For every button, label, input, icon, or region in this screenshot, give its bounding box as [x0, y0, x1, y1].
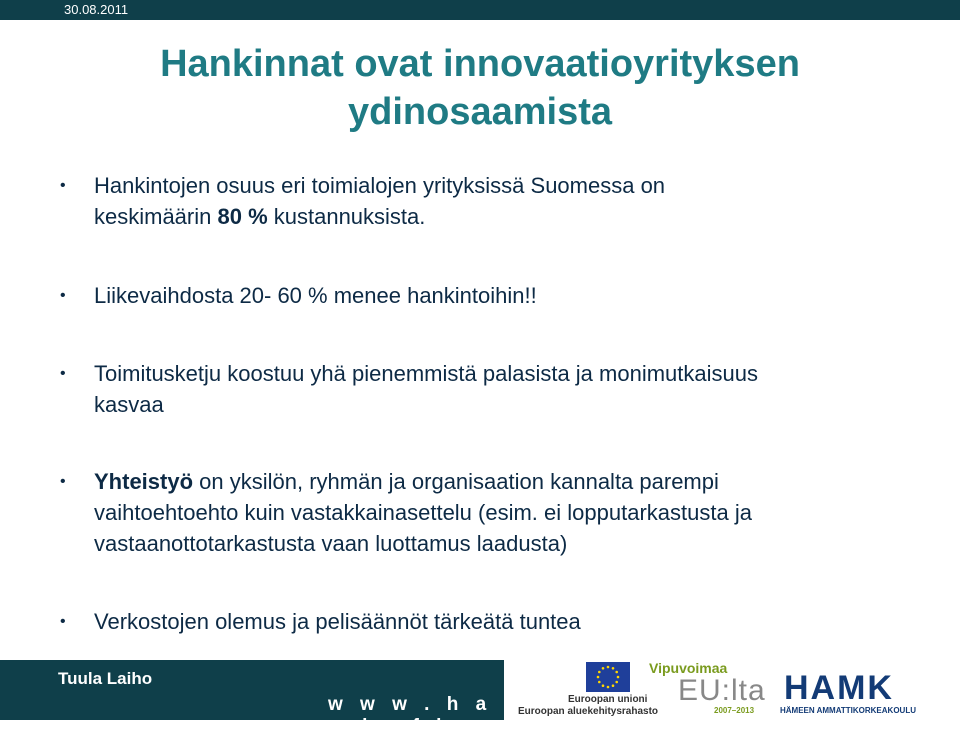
bullet-text [94, 170, 914, 232]
bullet-line: Hankintojen osuus eri toimialojen yrityksissä Suomessa on [94, 173, 666, 198]
bullet-text [94, 466, 914, 559]
bullet-line [94, 201, 914, 232]
bullet-text [94, 358, 914, 420]
slide-date: 30.08.2011 [64, 2, 129, 17]
text-run: kustannuksista. [267, 204, 426, 229]
website-link[interactable]: w w w . h a m k . f i [328, 694, 493, 737]
program-years: 2007–2013 [714, 706, 755, 715]
eu-fund-label: Euroopan aluekehitysrahasto [518, 706, 659, 717]
slide-title [80, 40, 880, 136]
bullet-dot: • [60, 613, 66, 630]
bullet-dot: • [60, 287, 66, 304]
hamk-subtitle: HÄMEEN AMMATTIKORKEAKOULU [780, 706, 916, 715]
bullet-line [94, 466, 914, 497]
top-bar [0, 0, 960, 20]
bold-text: 80 % [217, 204, 268, 229]
bullet-line: Toimitusketju koostuu yhä pienemmistä palasista ja monimutkaisuus [94, 361, 758, 386]
slide-title-line1: Hankinnat ovat innovaatioyrityksen [160, 43, 800, 85]
bullet-dot: • [60, 177, 66, 194]
sponsor-logos [502, 660, 960, 720]
text-run: on yksilön, ryhmän ja organisaation kannalta parempi [193, 469, 719, 494]
bullet-text: Verkostojen olemus ja pelisäännöt tärkeätä tuntea [94, 609, 581, 634]
eu-label: Euroopan unioni [568, 694, 648, 705]
author-name: Tuula Laiho [58, 669, 153, 688]
bullet-dot: • [60, 473, 66, 490]
text-run: keskimäärin [94, 204, 218, 229]
bullet-line: vastaanottotarkastusta vaan luottamus laadusta) [94, 531, 568, 556]
bold-text: Yhteistyö [94, 469, 194, 494]
bullet-line: kasvaa [94, 392, 164, 417]
eu-flag-icon [586, 662, 630, 692]
bullet-text: Liikevaihdosta 20- 60 % menee hankintoihin!! [94, 283, 537, 308]
vipuvoimaa-label: Vipuvoimaa [649, 660, 728, 676]
hamk-logo: HAMK [784, 669, 894, 707]
footer-bar [0, 660, 502, 737]
slide-title-line2: ydinosaamista [348, 91, 612, 133]
bullet-line: vaihtoehtoehto kuin vastakkainasettelu (esim. ei lopputarkastusta ja [94, 500, 752, 525]
footer [0, 660, 960, 737]
bullet-dot: • [60, 365, 66, 382]
eulta-logo: EU:lta [678, 674, 766, 707]
